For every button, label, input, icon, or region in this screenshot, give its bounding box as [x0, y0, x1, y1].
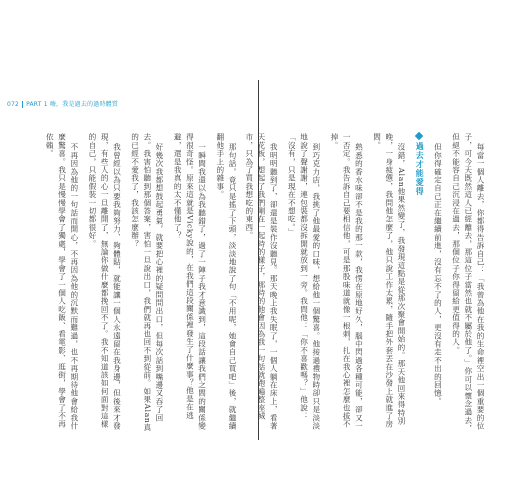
left-text-column: [23, 133, 238, 433]
paragraph: 一瞬間我還以為我聽錯了，過了一陣子我才意識到，這段話讓我們之間的關係變得很奇怪。原來這就是Vicky說的，在我們這段關係裡發生了什麼事？他是在逃避，還是我真的太不懂他了？: [173, 133, 207, 430]
running-head: [7, 99, 118, 108]
running-head-divider: [22, 101, 23, 108]
section-heading-text: 過去才能愛得: [415, 142, 425, 196]
paragraph: 我曾經以為只要我夠努力、夠體貼，就能讓一個人永遠留在我身邊，但後來才發現，有些人的心一旦離開了，無論你做什麼都挽回不了。我不知道該如何面對這樣的自己，只能假裝一切都很好。: [87, 133, 122, 430]
paragraph: 熟悉的香水味卻不是我的那一款，我愣在原地好久，腦中閃過各種可能，卻又一一否定。我告訴自己要相信他，可是那股味道就像一根刺，扎在我心裡怎麼也拔不掉。: [329, 133, 364, 430]
section-heading: [413, 133, 425, 433]
paragraph: 好幾次我都想鼓起勇氣，就要把心裡的疑問問出口，但每次話到嘴邊又吞了回去。我害怕聽到那個答案，害怕一旦說出口，我們就再也回不到從前。如果Alan真的已經不愛我了，我該怎麼辦？: [130, 133, 164, 432]
paragraph: 沒錯，Alan他果然變了，我發現這點是從那次聚會開始的。那天他回來得特別晚，一身疲憊，我問他怎麼了，他只說工作太累，隨手把外套丟在沙發上就進了房間。: [372, 133, 406, 429]
paragraph: 不再因為他的一句話而開心，不再因為他的沉默而難過，也不再期待他會給我什麼驚喜。我只是慢慢學會了獨處，學會了一個人吃飯、看電影、逛街，學會了不再依賴。: [45, 133, 79, 430]
paragraph: 我明明聽到了，卻還是裝作沒聽見。那天晚上我失眠了，一個人躺在床上，看著天花板，想起了我們剛在一起時的樣子，那時的他會因為我一句話就跑遍整座城市，只為了買我想吃的東西。: [244, 133, 279, 430]
diamond-bullet-icon: [415, 132, 423, 140]
page-number: 072: [7, 101, 20, 108]
chapter-title: 嗨，我是過去的過時體質: [49, 101, 119, 108]
paragraph: 每當一個人離去，你都得告訴自己：「我曾為他在我的生命裡空出一個重要的位子，可今天既然這人已經離去，那這位子當然也就不屬於他了。」你可以懷念過去，但絕不能容自己沉浸在過去，那個位子你得留給更值得的人。: [451, 133, 485, 433]
paragraph: 但你得確定自己正在繼續前進，沒有忘不了的人，更沒有走不出的回憶。: [433, 142, 443, 406]
paragraph: 那句話，竟只是搖了下頭，淡淡地說了句「不用呢，她會自己買吧」後，就繼續翻他手上的雜事。: [215, 133, 237, 430]
right-page: [244, 0, 520, 500]
paragraph: 到巧克力店，我挑了他最愛的口味，想給他一個驚喜。他接過禮物時卻只是淡淡地說了聲謝謝，連包裝都沒拆開就放到一旁。我問他：「你不喜歡嗎？」他說：「沒有，只是現在不想吃。」: [287, 133, 321, 430]
part-label: PART 1: [26, 101, 48, 108]
right-text-column: [244, 133, 486, 433]
left-page: [0, 0, 258, 500]
